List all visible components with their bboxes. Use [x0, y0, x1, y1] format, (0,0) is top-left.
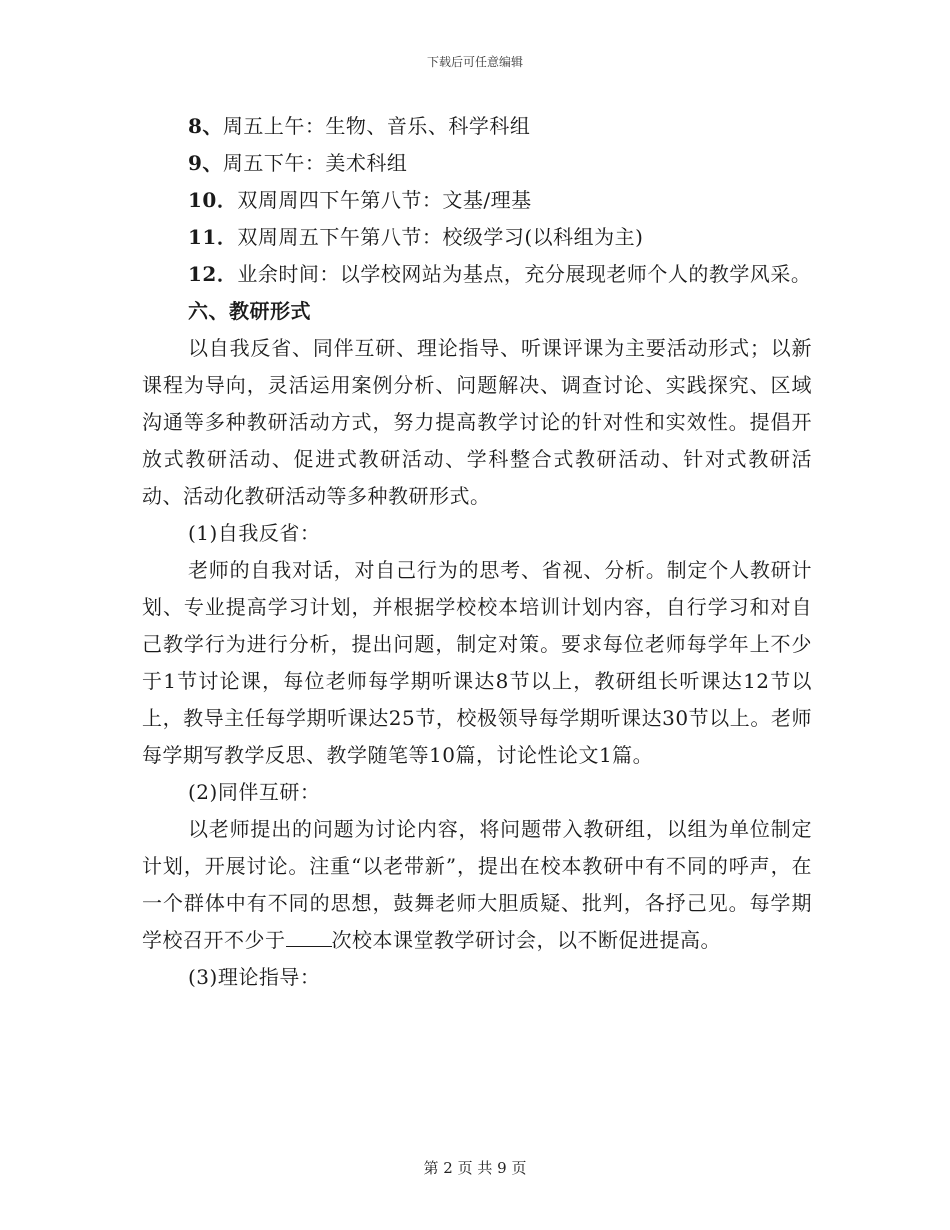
schedule-item: [142, 182, 812, 219]
item-number: 12．: [188, 262, 238, 286]
document-body: [142, 108, 812, 996]
item-number: 8、: [188, 114, 223, 138]
peer-research-text-b: 次校本课堂教学研讨会，以不断促进提高。: [331, 928, 721, 952]
item-text: 周五下午：美术科组: [222, 151, 408, 175]
schedule-item: [142, 219, 812, 256]
subsection-body-self-reflection: 老师的自我对话，对自己行为的思考、省视、分析。制定个人教研计划、专业提高学习计划，并根据学校校本培训计划内容，自行学习和对自己教学行为进行分析，提出问题，制定对策。要求每位老师每学年上不少于1节讨论课，每位老师每学期听课达8节以上，教研组长听课达12节以上，教导主任每学期听课达25节，校极领导每学期听课达30节以上。老师每学期写教学反思、教学随笔等10篇，讨论性论文1篇。: [142, 558, 812, 767]
fill-in-blank: [286, 924, 332, 947]
subsection-title-theory-guidance: (3)理论指导：: [188, 965, 321, 989]
schedule-item: [142, 108, 812, 145]
section-heading: 六、教研形式: [188, 299, 311, 323]
peer-research-text-a: 以老师提出的问题为讨论内容，将问题带入教研组，以组为单位制定计划，开展讨论。注重“以老带新”，提出在校本教研中有不同的呼声，在一个群体中有不同的思想，鼓舞老师大胆质疑、批判，各抒己见。每学期学校召开不少于: [142, 817, 812, 952]
item-text: 业余时间：以学校网站为基点，充分展现老师个人的教学风采。: [237, 262, 812, 286]
item-number: 9、: [188, 151, 223, 175]
item-number: 10．: [188, 188, 238, 212]
schedule-item: [142, 256, 812, 293]
page-footer: 第 2 页 共 9 页: [423, 1159, 527, 1177]
schedule-item: [142, 145, 812, 182]
item-number: 11．: [188, 225, 238, 249]
subsection-body-peer-research: [142, 811, 812, 959]
item-text: 周五上午：生物、音乐、科学科组: [222, 114, 531, 138]
item-text: 双周周四下午第八节：文基/理基: [237, 188, 532, 212]
subsection-title-peer-research: (2)同伴互研：: [188, 780, 321, 804]
subsection-title-self-reflection: (1)自我反省：: [188, 521, 321, 545]
section-intro: 以自我反省、同伴互研、理论指导、听课评课为主要活动形式；以新课程为导向，灵活运用案例分析、问题解决、调查讨论、实践探究、区域沟通等多种教研活动方式，努力提高教学讨论的针对性和实效性。提倡开放式教研活动、促进式教研活动、学科整合式教研活动、针对式教研活动、活动化教研活动等多种教研形式。: [142, 336, 812, 508]
item-text: 双周周五下午第八节：校级学习(以科组为主): [237, 225, 644, 249]
page-header: 下载后可任意编辑: [426, 55, 523, 69]
